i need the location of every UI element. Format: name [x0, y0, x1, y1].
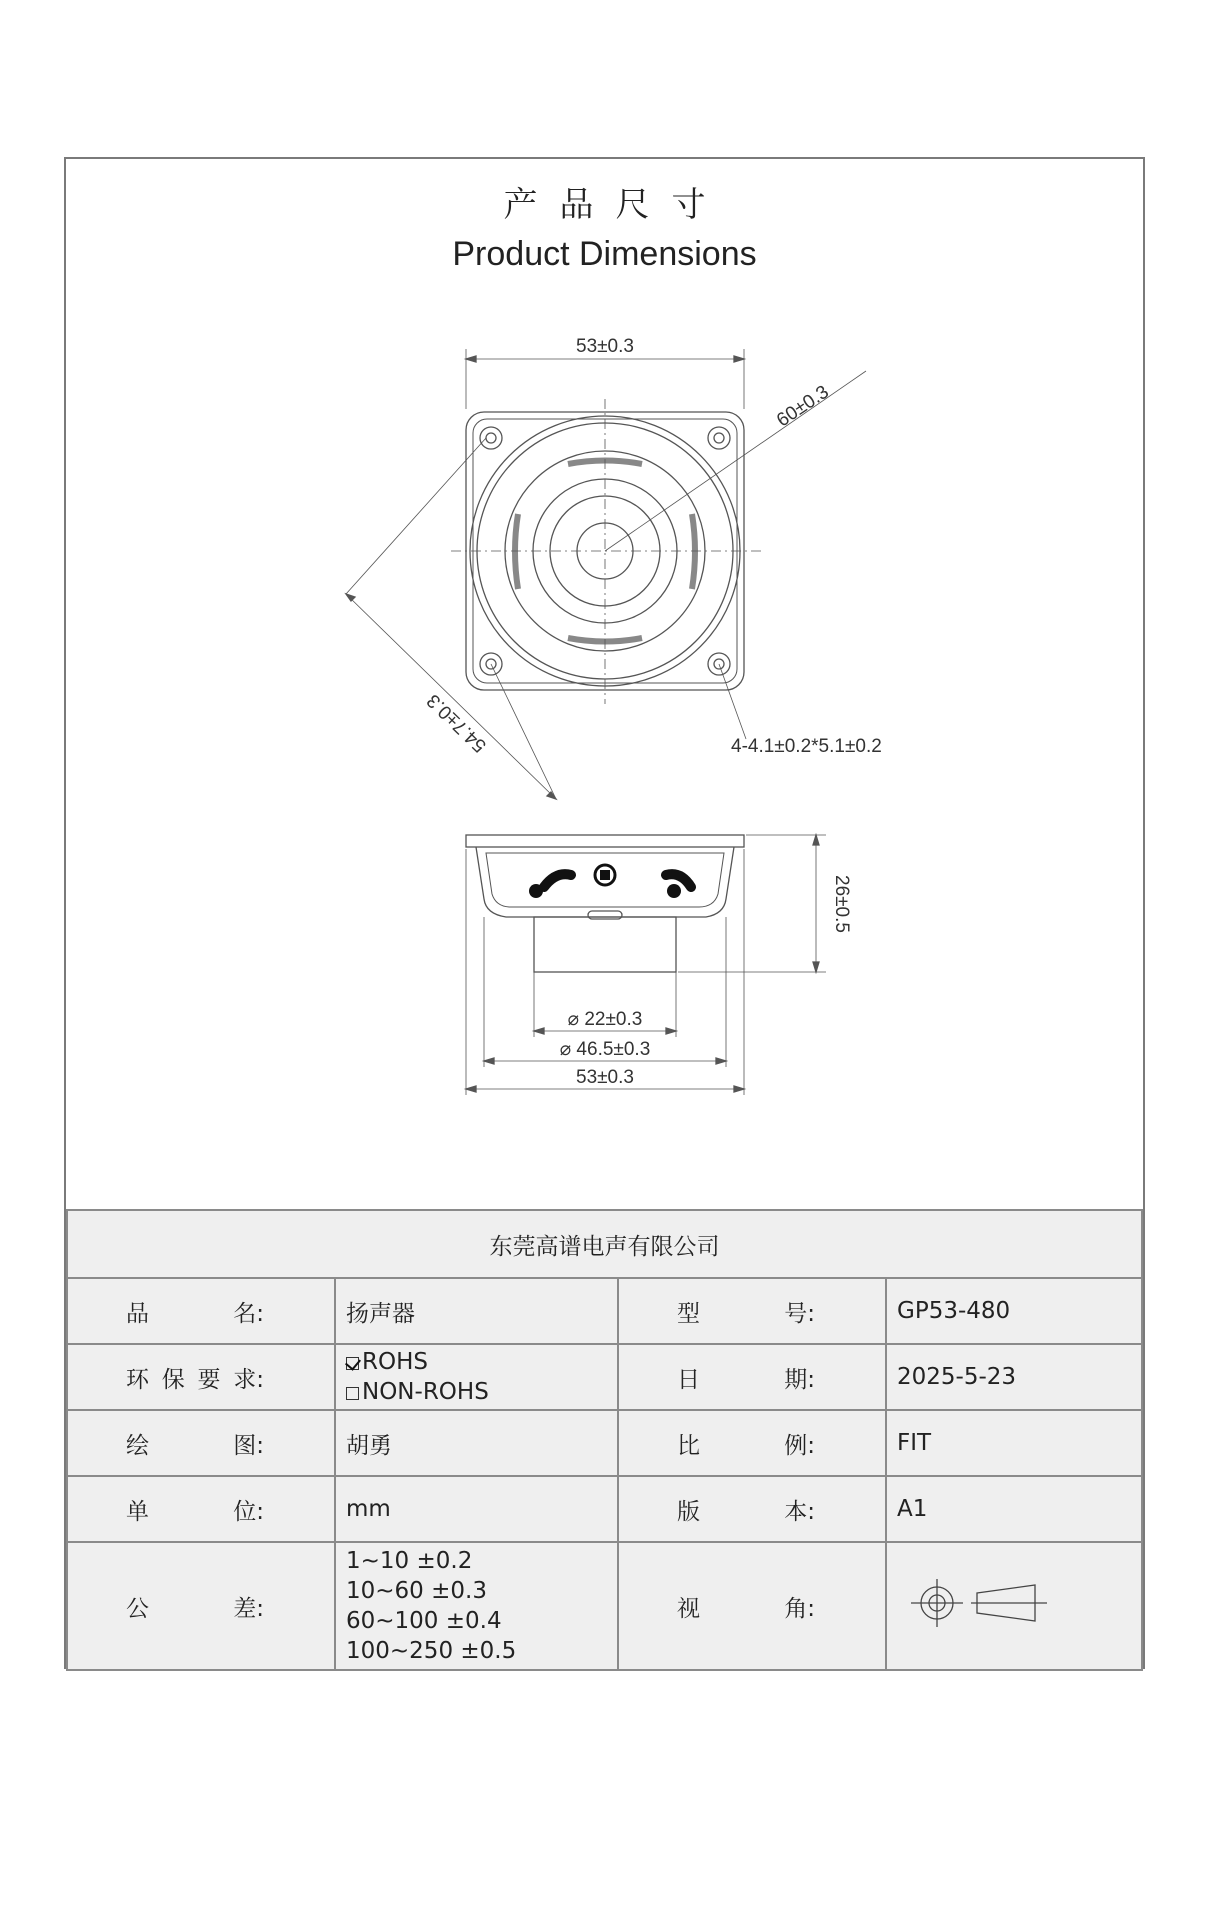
table-row [67, 1278, 1142, 1344]
tolerance-line: 1~10 ±0.2 [346, 1548, 473, 1574]
tolerance-value [335, 1542, 618, 1670]
side-frame-flange [466, 835, 744, 847]
view-value [886, 1542, 1142, 1670]
tolerance-line: 60~100 ±0.4 [346, 1608, 502, 1634]
title-english: Product Dimensions [452, 235, 757, 273]
drawing-sheet [64, 157, 1145, 1669]
env-value [335, 1344, 618, 1410]
unchecked-box-icon [346, 1387, 359, 1400]
third-angle-projection-icon [897, 1573, 1057, 1633]
table-row [67, 1344, 1142, 1410]
checked-box-icon [346, 1357, 359, 1370]
dim-diagonal: 60±0.3 [773, 381, 833, 432]
model-value: GP53-480 [886, 1278, 1142, 1344]
env-option-rohs: ROHS [346, 1347, 616, 1377]
title-chinese: 产品尺寸 [503, 185, 728, 225]
env-option-non-rohs: NON-ROHS [346, 1377, 616, 1407]
mount-hole-tr [708, 427, 730, 449]
tolerance-line: 10~60 ±0.3 [346, 1578, 487, 1604]
drawn-value: 胡勇 [335, 1410, 618, 1476]
product-name-label: 品 名: [67, 1278, 335, 1344]
env-label: 环 保 要 求: [67, 1344, 335, 1410]
dim-holes: 4-4.1±0.2*5.1±0.2 [731, 736, 882, 757]
tolerance-line: 100~250 ±0.5 [346, 1638, 517, 1664]
title-block-table [66, 1209, 1143, 1671]
version-label: 版 本: [618, 1476, 886, 1542]
drawn-label: 绘 图: [67, 1410, 335, 1476]
version-value: A1 [886, 1476, 1142, 1542]
tolerance-label: 公 差: [67, 1542, 335, 1670]
company-name: 东莞高谱电声有限公司 [67, 1210, 1142, 1278]
view-label: 视 角: [618, 1542, 886, 1670]
unit-label: 单 位: [67, 1476, 335, 1542]
unit-value: mm [335, 1476, 618, 1542]
table-row [67, 1476, 1142, 1542]
side-magnet [534, 917, 676, 972]
dim-cone-diameter: ⌀ 46.5±0.3 [559, 1039, 651, 1060]
dim-magnet-diameter: ⌀ 22±0.3 [567, 1009, 643, 1030]
mount-hole-tl [480, 427, 502, 449]
dim-height: 26±0.5 [831, 875, 852, 933]
table-row [67, 1410, 1142, 1476]
scale-value: FIT [886, 1410, 1142, 1476]
model-label: 型 号: [618, 1278, 886, 1344]
dim-top-width: 53±0.3 [576, 336, 634, 357]
product-name-value: 扬声器 [335, 1278, 618, 1344]
date-value: 2025-5-23 [886, 1344, 1142, 1410]
date-label: 日 期: [618, 1344, 886, 1410]
scale-label: 比 例: [618, 1410, 886, 1476]
dim-bottom-width: 53±0.3 [576, 1067, 634, 1088]
dim-hole-spacing: 54.7±0.3 [423, 689, 491, 757]
dimension-drawing [66, 159, 1143, 1209]
table-row [67, 1542, 1142, 1670]
